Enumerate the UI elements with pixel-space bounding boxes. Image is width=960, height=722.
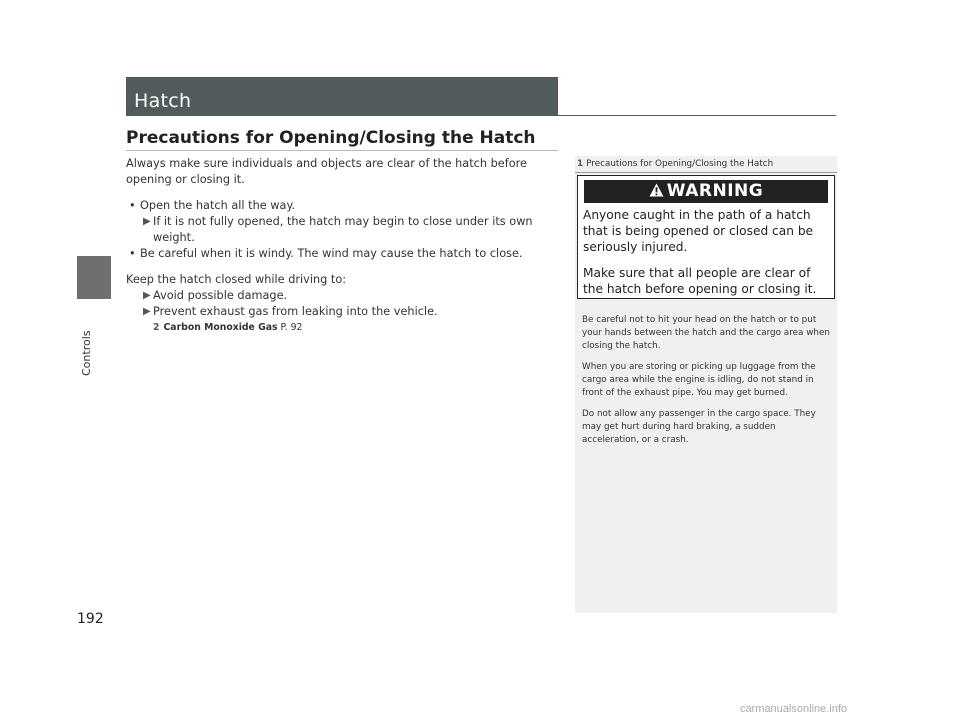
keep-closed-text: Prevent exhaust gas from leaking into the vehicle. [153,305,438,318]
sidebar-title [577,158,773,170]
warning-label: WARNING [666,181,764,201]
reference-label[interactable]: Carbon Monoxide Gas [163,322,278,333]
page-number: 192 [77,611,104,627]
arrow-right-icon: ▶ [143,306,151,317]
chapter-header [126,77,558,115]
warning-box [577,175,835,299]
warning-paragraph: Anyone caught in the path of a hatch that is being opened or closed can be seriously injured. [583,208,814,254]
bullet-text: Open the hatch all the way. [140,199,296,212]
chapter-title: Hatch [134,90,192,112]
header-divider [126,115,836,116]
section-tab-marker [77,256,111,299]
keep-closed-item [126,304,558,320]
arrow-right-icon: ▶ [143,290,151,301]
main-body [126,156,558,336]
reference-page: P. 92 [280,322,303,333]
keep-closed-item [126,288,558,304]
sidebar-note: When you are storing or picking up luggage from the cargo area while the engine is idling, do not stand in front of the exhaust pipe. You may get burned. [582,362,816,398]
keep-closed-text: Avoid possible damage. [153,289,288,302]
sidebar-note: Do not allow any passenger in the cargo space. They may get hurt during hard braking, a sudden acceleration, or a crash. [582,409,816,445]
sidebar-title-text: Precautions for Opening/Closing the Hatch [586,159,774,169]
section-title: Precautions for Opening/Closing the Hatch [126,128,536,148]
reference-icon: 2 [153,322,160,333]
bullet-dot-icon: • [129,199,136,212]
sidebar-notes [575,156,837,613]
warning-triangle-icon [649,183,664,197]
keep-closed-paragraph: Keep the hatch closed while driving to: [126,273,347,286]
sidebar-note: Be careful not to hit your head on the hatch or to put your hands between the hatch and the cargo area when closing the hatch. [582,315,830,351]
intro-paragraph: Always make sure individuals and objects are clear of the hatch before opening or closing it. [126,157,527,186]
sidebar-notes-text [582,314,832,455]
watermark: carmanualsonline.info [740,703,848,715]
warning-body [583,207,831,307]
arrow-right-icon: ▶ [143,216,151,227]
bullet-item [126,246,558,262]
bullet-sub-item [126,214,558,246]
sidebar-divider [575,172,837,173]
side-chapter-label: Controls [80,330,93,376]
cross-reference-link[interactable] [126,320,558,336]
warning-header [584,180,828,203]
bullet-dot-icon: • [129,247,136,260]
warning-paragraph: Make sure that all people are clear of the hatch before opening or closing it. [583,266,817,296]
bullet-text: Be careful when it is windy. The wind may cause the hatch to close. [140,247,523,260]
reference-icon: 1 [577,159,584,169]
bullet-sub-text: If it is not fully opened, the hatch may begin to close under its own weight. [153,215,533,244]
bullet-item [126,198,558,214]
section-divider [126,150,558,151]
